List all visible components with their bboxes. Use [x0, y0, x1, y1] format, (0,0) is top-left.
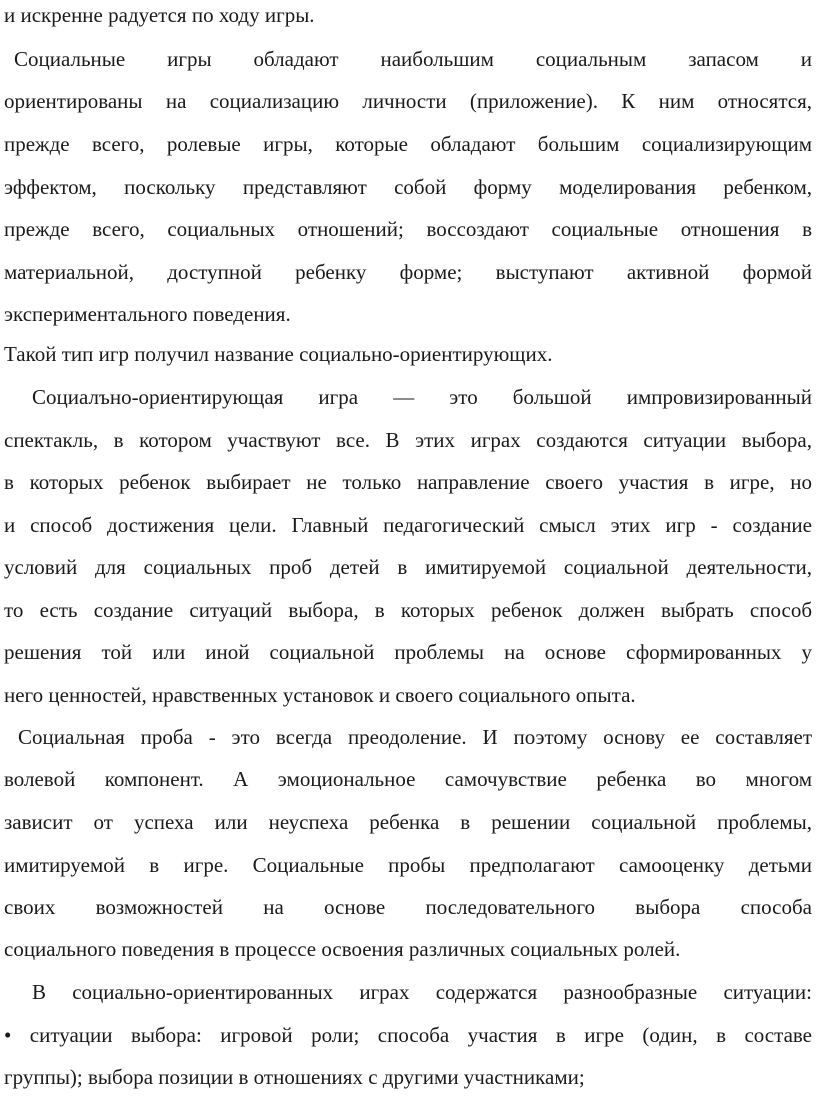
text-line: имитируемой в игре. Социальные пробы предполагают самооценку детьми — [4, 853, 812, 877]
text-line: то есть создание ситуаций выбора, в которых ребенок должен выбрать способ — [4, 598, 812, 622]
text-line: экспериментального поведения. — [4, 302, 291, 326]
text-line: и искренне радуется по ходу игры. — [4, 3, 315, 27]
text-line: него ценностей, нравственных установок и своего социального опыта. — [4, 683, 636, 707]
text-line: эффектом, поскольку представляют собой форму моделирования ребенком, — [4, 175, 812, 199]
text-line: Социальные игры обладают наибольшим социальным запасом и — [14, 47, 812, 71]
text-line: Такой тип игр получил название социально-ориентирующих. — [4, 342, 553, 366]
text-line: волевой компонент. А эмоциональное самочувствие ребенка во многом — [4, 767, 812, 791]
text-line: решения той или иной социальной проблемы на основе сформированных у — [4, 640, 812, 664]
text-line: Социальная проба - это всегда преодоление. И поэтому основу ее составляет — [18, 725, 812, 749]
text-line: условий для социальных проб детей в имитируемой социальной деятельности, — [4, 555, 812, 579]
text-line: спектакль, в котором участвуют все. В этих играх создаются ситуации выбора, — [4, 428, 812, 452]
text-line: группы); выбора позиции в отношениях с другими участниками; — [4, 1065, 585, 1089]
text-line: • ситуации выбора: игровой роли; способа участия в игре (один, в составе — [4, 1023, 812, 1047]
text-line: прежде всего, социальных отношений; воссоздают социальные отношения в — [4, 217, 812, 241]
text-line: зависит от успеха или неуспеха ребенка в решении социальной проблемы, — [4, 810, 812, 834]
text-line: Социалъно-ориентирующая игра — это большой импровизированный — [32, 385, 812, 409]
text-line: в которых ребенок выбирает не только направление своего участия в игре, но — [4, 470, 812, 494]
text-line: материальной, доступной ребенку форме; выступают активной формой — [4, 260, 812, 284]
text-line: В социально-ориентированных играх содержатся разнообразные ситуации: — [32, 980, 812, 1004]
text-line: и способ достижения цели. Главный педагогический смысл этих игр - создание — [4, 513, 812, 537]
text-line: социального поведения в процессе освоения различных социальных ролей. — [4, 937, 681, 961]
text-line: своих возможностей на основе последовательного выбора способа — [4, 895, 812, 919]
text-line: прежде всего, ролевые игры, которые обладают большим социализирующим — [4, 132, 812, 156]
text-line: ориентированы на социализацию личности (приложение). К ним относятся, — [4, 89, 812, 113]
